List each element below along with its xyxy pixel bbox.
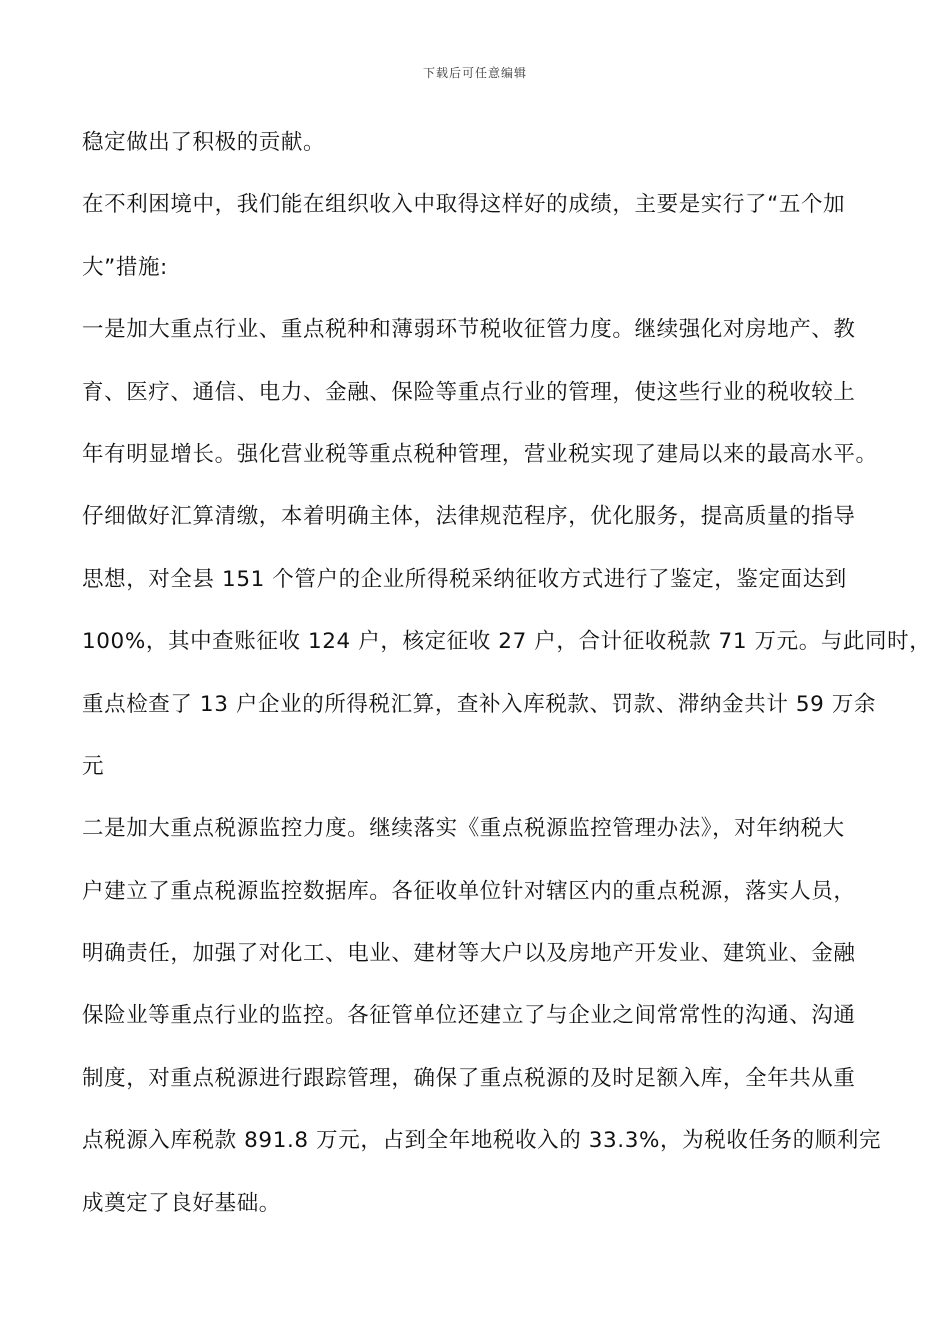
body-line: 重点检查了 13 户企业的所得税汇算，查补入库税款、罚款、滞纳金共计 59 万余 bbox=[82, 691, 877, 717]
body-line: 仔细做好汇算清缴，本着明确主体，法律规范程序，优化服务，提高质量的指导 bbox=[82, 504, 856, 530]
body-line: 思想，对全县 151 个管户的企业所得税采纳征收方式进行了鉴定，鉴定面达到 bbox=[82, 566, 847, 592]
body-line: 户建立了重点税源监控数据库。各征收单位针对辖区内的重点税源，落实人员， bbox=[82, 878, 856, 904]
body-line: 一是加大重点行业、重点税种和薄弱环节税收征管力度。继续强化对房地产、教 bbox=[82, 317, 856, 343]
body-line: 制度，对重点税源进行跟踪管理，确保了重点税源的及时足额入库，全年共从重 bbox=[82, 1065, 856, 1091]
body-line: 明确责任，加强了对化工、电业、建材等大户以及房地产开发业、建筑业、金融 bbox=[82, 941, 856, 967]
body-line: 点税源入库税款 891.8 万元，占到全年地税收入的 33.3%，为税收任务的顺利完 bbox=[82, 1128, 882, 1154]
body-line: 大”措施: bbox=[82, 254, 168, 280]
body-line: 二是加大重点税源监控力度。继续落实《重点税源监控管理办法》，对年纳税大 bbox=[82, 816, 845, 842]
body-line: 成奠定了良好基础。 bbox=[82, 1190, 281, 1216]
body-line: 在不利困境中，我们能在组织收入中取得这样好的成绩，主要是实行了“五个加 bbox=[82, 192, 846, 218]
body-line: 保险业等重点行业的监控。各征管单位还建立了与企业之间常常性的沟通、沟通 bbox=[82, 1003, 856, 1029]
document-body bbox=[82, 112, 932, 1235]
body-line: 稳定做出了积极的贡献。 bbox=[82, 130, 326, 155]
body-line: 育、医疗、通信、电力、金融、保险等重点行业的管理，使这些行业的税收较上 bbox=[82, 379, 856, 405]
body-line: 元 bbox=[82, 753, 105, 779]
body-line: 100%，其中查账征收 124 户，核定征收 27 户，合计征收税款 71 万元。与此同时， bbox=[82, 629, 932, 655]
body-line: 年有明显增长。强化营业税等重点税种管理，营业税实现了建局以来的最高水平。 bbox=[82, 441, 878, 467]
page-header: 下载后可任意编辑 bbox=[422, 66, 527, 80]
